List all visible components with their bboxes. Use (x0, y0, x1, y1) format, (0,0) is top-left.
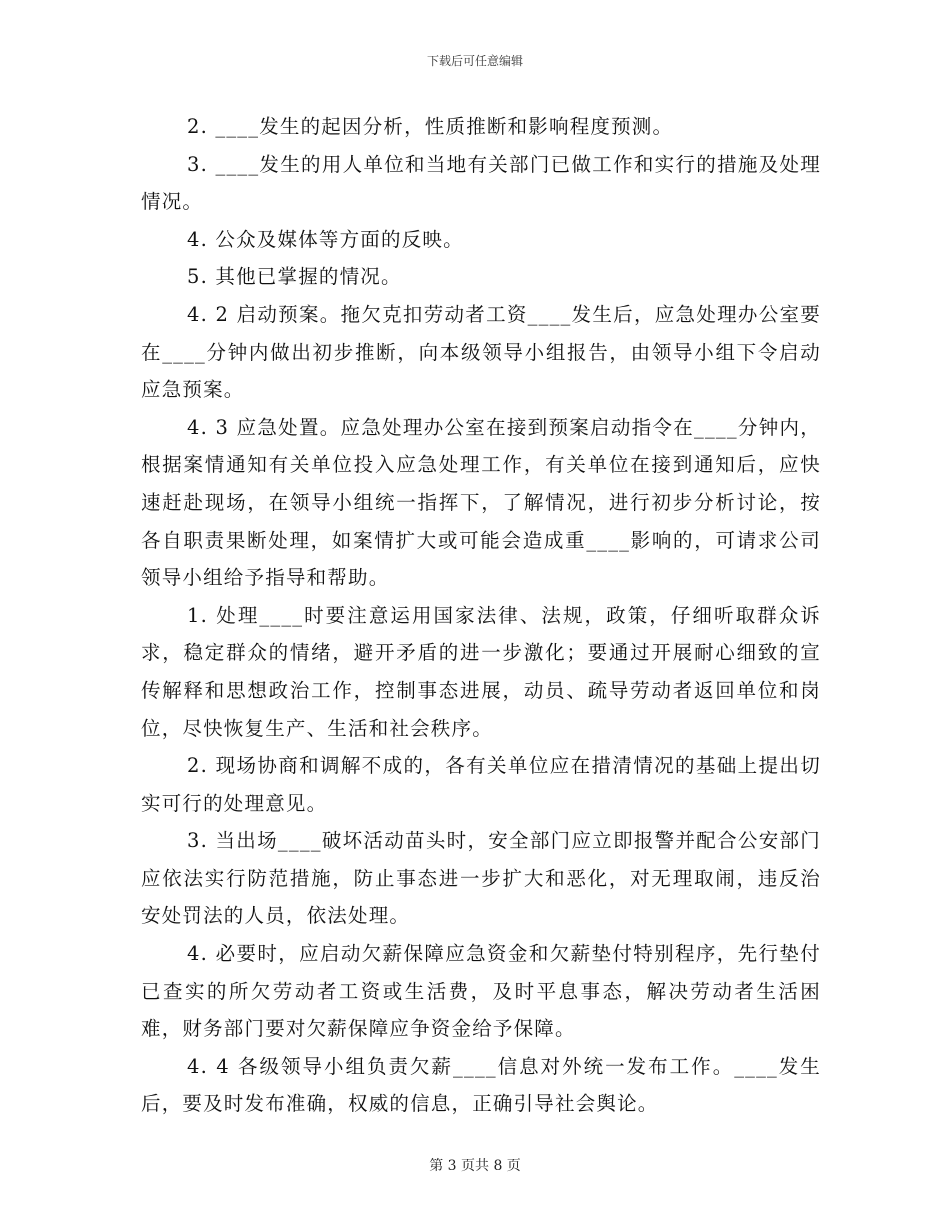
paragraph-5-other-info: 5. 其他已掌握的情况。 (187, 265, 402, 289)
page-number: 第 3 页共 8 页 (429, 1158, 521, 1174)
document-body (141, 108, 821, 1123)
paragraph-3-security: 3. 当出场____破坏活动苗头时，安全部门应立即报警并配合公安部门应依法实行防范措施，防止事态进一步扩大和恶化，对无理取闹，违反治安处罚法的人员，依法处理。 (141, 829, 821, 928)
header-note: 下载后可任意编辑 (426, 54, 523, 68)
paragraph-4-2-activate-plan: 4. 2 启动预案。拖欠克扣劳动者工资____发生后，应急处理办公室要在____分钟内做出初步推断，向本级领导小组报告，由领导小组下令启动应急预案。 (141, 302, 821, 402)
paragraph-2-cause-analysis: 2. ____发生的起因分析，性质推断和影响程度预测。 (187, 115, 674, 138)
paragraph-1-handling-law: 1. 处理____时要注意运用国家法律、法规，政策，仔细听取群众诉求，稳定群众的情绪，避开矛盾的进一步激化；要通过开展耐心细致的宣传解释和思想政治工作，控制事态进展，动员、疏导劳动者返回单位和岗位，尽快恢复生产、生活和社会秩序。 (141, 603, 821, 740)
paragraph-4-3-emergency-handling: 4. 3 应急处置。应急处理办公室在接到预案启动指令在____分钟内，根据案情通知有关单位投入应急处理工作，有关单位在接到通知后，应快速赶赴现场，在领导小组统一指挥下，了解情况，进行初步分析讨论，按各自职责果断处理，如案情扩大或可能会造成重____影响的，可请求公司领导小组给予指导和帮助。 (141, 415, 821, 590)
paragraph-4-4-information-release: 4. 4 各级领导小组负责欠薪____信息对外统一发布工作。____发生后，要及时发布准确，权威的信息，正确引导社会舆论。 (141, 1054, 821, 1116)
paragraph-2-mediation: 2. 现场协商和调解不成的，各有关单位应在措清情况的基础上提出切实可行的处理意见。 (141, 754, 821, 815)
paragraph-4-public-reaction: 4. 公众及媒体等方面的反映。 (187, 227, 464, 251)
paragraph-3-measures-taken: 3. ____发生的用人单位和当地有关部门已做工作和实行的措施及处理情况。 (141, 152, 821, 214)
paragraph-4-wage-guarantee: 4. 必要时，应启动欠薪保障应急资金和欠薪垫付特别程序，先行垫付已查实的所欠劳动者工资或生活费，及时平息事态，解决劳动者生活困难，财务部门要对欠薪保障应争资金给予保障。 (141, 942, 821, 1041)
